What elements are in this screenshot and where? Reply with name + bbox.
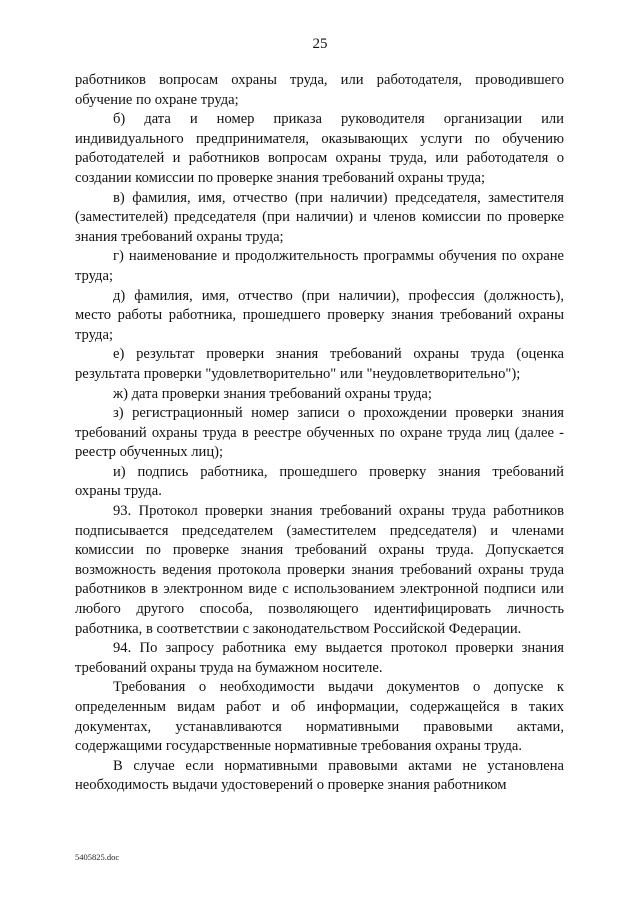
- paragraph: ж) дата проверки знания требований охраны труда;: [113, 385, 432, 402]
- paragraph: д) фамилия, имя, отчество (при наличии), профессия (должность), место работы работника, прошедшего проверку знания требований охраны труда;: [75, 287, 564, 343]
- paragraph: е) результат проверки знания требований охраны труда (оценка результата проверки "удовлетворительно" или "неудовлетворительно");: [75, 346, 564, 382]
- paragraph: Требования о необходимости выдачи документов о допуске к определенным видам работ и об информации, содержащейся в таких документах, устанавливаются нормативными правовыми актами, содержащими государственные нормативные требования охраны труда.: [75, 679, 564, 755]
- page-number: 25: [312, 36, 328, 52]
- paragraph: б) дата и номер приказа руководителя организации или индивидуального предпринимателя, оказывающих услуги по обучению работодателей и работников вопросам охраны труда, или работодателя о создании комиссии по проверке знания требований охраны труда;: [75, 111, 564, 186]
- paragraph: и) подпись работника, прошедшего проверку знания требований охраны труда.: [75, 463, 564, 500]
- paragraph: работников вопросам охраны труда, или работодателя, проводившего обучение по охране труда;: [75, 72, 564, 108]
- paragraph: 93. Протокол проверки знания требований охраны труда работников подписывается председателем (заместителем председателя) и членами комиссии по проверке знания требований охраны труда. Допускается возможность ведения протокола проверки знания требований охраны труда работников в электронном виде с использованием электронной подписи или любого другого способа, позволяющего идентифицировать личность работника, в соответствии с законодательством Российской Федерации.: [75, 503, 564, 637]
- paragraph: з) регистрационный номер записи о прохождении проверки знания требований охраны труда в реестре обученных по охране труда лиц (далее - реестр обученных лиц);: [75, 405, 564, 461]
- footer-filename: 5405825.doc: [75, 852, 120, 862]
- document-body: [75, 71, 564, 796]
- paragraph: В случае если нормативными правовыми актами не установлена необходимость выдачи удостоверений о проверке знания работником: [75, 757, 564, 794]
- paragraph: г) наименование и продолжительность программы обучения по охране труда;: [75, 248, 564, 284]
- paragraph: в) фамилия, имя, отчество (при наличии) председателя, заместителя (заместителей) председателя (при наличии) и членов комиссии по проверке знания требований охраны труда;: [75, 189, 564, 245]
- paragraph: 94. По запросу работника ему выдается протокол проверки знания требований охраны труда на бумажном носителе.: [75, 640, 564, 676]
